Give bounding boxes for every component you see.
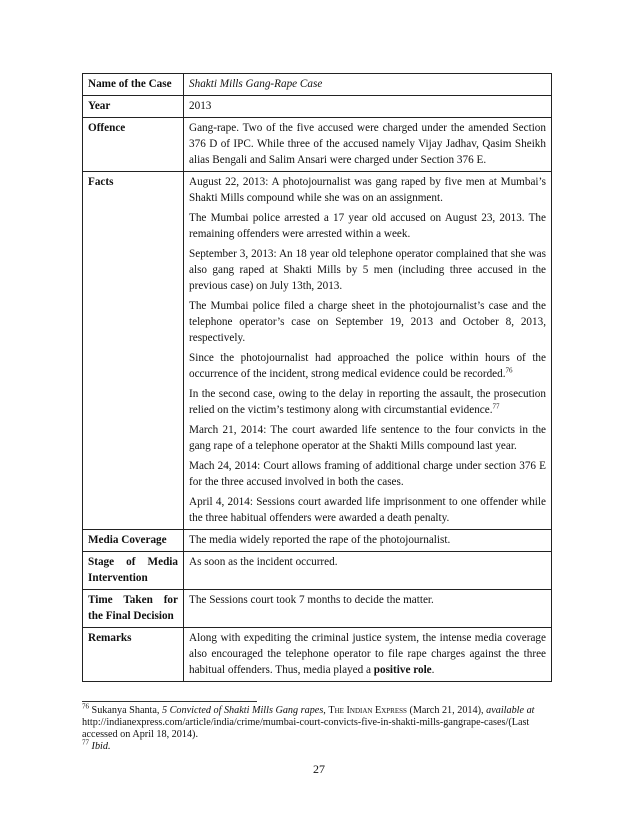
fact-paragraph: September 3, 2013: An 18 year old telephone operator complained that she was also gang raped at Shakti Mills by 5 men (including three accused in the previous case) on July 13th, 2013. [189, 248, 546, 292]
footnote-author: Sukanya Shanta, [91, 705, 160, 716]
fact-paragraph: Mach 24, 2014: Court allows framing of additional charge under section 376 E for the three accused involved in both the cases. [189, 460, 546, 488]
year-value: 2013 [184, 96, 552, 118]
case-summary-table [82, 73, 552, 682]
stage-of-media-intervention-value: As soon as the incident occurred. [184, 552, 552, 590]
footnote-accessed: (Last accessed on April 18, 2014). [82, 717, 530, 740]
name-of-case-label: Name of the Case [83, 74, 184, 96]
table-row [83, 74, 552, 96]
footnote-77 [82, 738, 552, 753]
fact-paragraph: August 22, 2013: A photojournalist was gang raped by five men at Mumbai’s Shakti Mills compound while she was on an assignment. [189, 176, 546, 204]
remarks-text: Along with expediting the criminal justice system, the intense media coverage also encouraged the telephone operator to file rape charges against the three habitual offenders. Thus, media played a [189, 632, 546, 676]
footnote-available-at: available at [486, 705, 535, 716]
media-coverage-value: The media widely reported the rape of the photojournalist. [184, 530, 552, 552]
table-row [83, 590, 552, 628]
table-row [83, 96, 552, 118]
year-label: Year [83, 96, 184, 118]
footnote-url: http://indianexpress.com/article/india/crime/mumbai-court-convicts-five-in-shakti-mills-gangrape-cases/ [82, 717, 509, 728]
fact-text: Since the photojournalist had approached the police within hours of the occurrence of the incident, strong medical evidence could be recorded. [189, 352, 546, 380]
offence-label: Offence [83, 118, 184, 172]
time-taken-label: Time Taken for the Final Decision [83, 590, 184, 628]
footnote-source: The Indian Express [328, 705, 407, 716]
table-row [83, 530, 552, 552]
facts-label: Facts [83, 172, 184, 530]
footnote-divider [82, 701, 257, 702]
footnote-date: (March 21, 2014), [409, 705, 484, 716]
remarks-emphasis: positive role [373, 664, 432, 676]
stage-of-media-intervention-label: Stage of Media Intervention [83, 552, 184, 590]
offence-value: Gang-rape. Two of the five accused were charged under the amended Section 376 D of IPC. While three of the accused namely Vijay Jadhav, Qasim Sheikh alias Bengali and Salim Ansari were charged under Section 376 E. [184, 118, 552, 172]
table-row [83, 552, 552, 590]
fact-paragraph [189, 386, 546, 418]
footnote-number: 76 [82, 702, 89, 711]
time-taken-value: The Sessions court took 7 months to decide the matter. [184, 590, 552, 628]
fact-paragraph: April 4, 2014: Sessions court awarded life imprisonment to one offender while the three habitual offenders were awarded a death penalty. [189, 496, 546, 524]
table-row [83, 172, 552, 530]
footnote-ref-77: 77 [492, 402, 500, 411]
fact-paragraph: The Mumbai police arrested a 17 year old accused on August 23, 2013. The remaining offenders were arrested within a week. [189, 212, 546, 240]
remarks-label: Remarks [83, 628, 184, 682]
footnote-ibid: Ibid. [91, 741, 111, 752]
footnote-ref-76: 76 [505, 366, 513, 375]
fact-text: In the second case, owing to the delay in reporting the assault, the prosecution relied on the victim’s testimony along with circumstantial evidence. [189, 388, 546, 416]
footnote-article-title: 5 Convicted of Shakti Mills Gang rapes [162, 705, 324, 716]
media-coverage-label: Media Coverage [83, 530, 184, 552]
footnote-76: $^{76}$ Sukanya Shanta, 5 Convicted of Shakti Mills Gang rapes, The Indian Express (March 21, 2014), available at http://indianexpress.com/article/india/crime/mumbai-court-convicts-five-in-shakti-mills-gangrape-cases/(Last accessed on April 18, 2014). [82, 702, 535, 740]
fact-paragraph: March 21, 2014: The court awarded life sentence to the four convicts in the gang rape of a telephone operator at the Shakti Mills compound last year. [189, 424, 546, 452]
fact-paragraph: The Mumbai police filed a charge sheet in the photojournalist’s case and the telephone operator’s case on September 19, 2013 and October 8, 2013, respectively. [189, 300, 546, 344]
page-number: 27 [313, 762, 325, 776]
footnote-number: 77 [82, 738, 89, 747]
table-row [83, 628, 552, 682]
table-row [83, 118, 552, 172]
facts-value [184, 172, 552, 530]
footnotes [82, 702, 552, 753]
remarks-value [184, 628, 552, 682]
fact-paragraph [189, 350, 546, 382]
remarks-period: . [431, 664, 435, 676]
name-of-case-value: Shakti Mills Gang-Rape Case [184, 74, 552, 96]
